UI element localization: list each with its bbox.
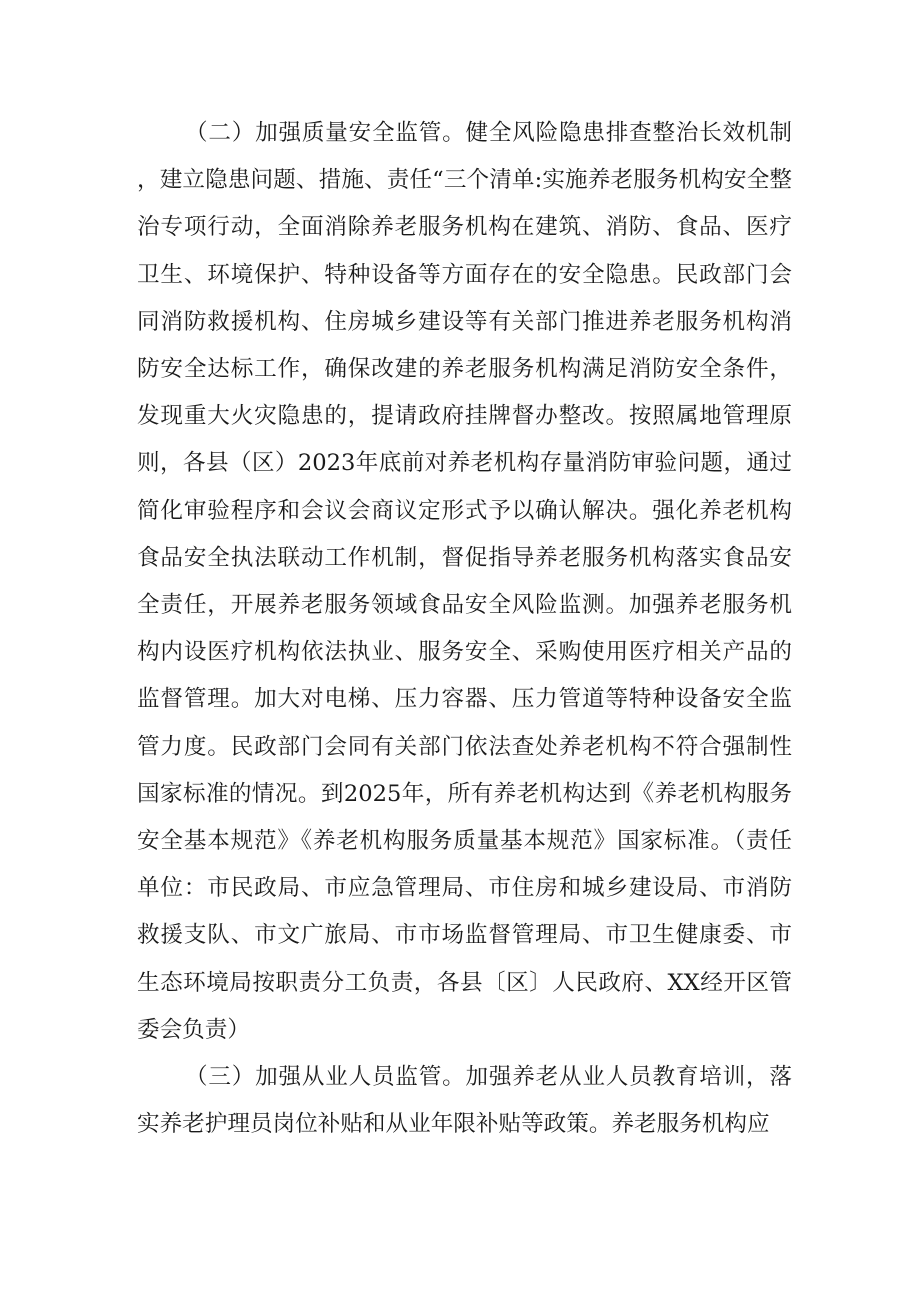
paragraph-staff-supervision: （三）加强从业人员监管。加强养老从业人员教育培训，落实养老护理员岗位补贴和从业年限补贴等政策。养老服务机构应	[137, 1064, 792, 1138]
paragraph-quality-safety: （二）加强质量安全监管。健全风险隐患排查整治长效机制，建立隐患问题、措施、责任“三个清单:实施养老服务机构安全整治专项行动，全面消除养老服务机构在建筑、消防、食品、医疗卫生、环境保护、特种设备等方面存在的安全隐患。民政部门会同消防救援机构、住房城乡建设等有关部门推进养老服务机构消防安全达标工作，确保改建的养老服务机构满足消防安全条件，发现重大火灾隐患的，提请政府挂牌督办整改。按照属地管理原则，各县（区）2023年底前对养老机构存量消防审验问题，通过简化审验程序和会议会商议定形式予以确认解决。强化养老机构食品安全执法联动工作机制，督促指导养老服务机构落实食品安全责任，开展养老服务领域食品安全风险监测。加强养老服务机构内设医疗机构依法执业、服务安全、采购使用医疗相关产品的监督管理。加大对电梯、压力容器、压力管道等特种设备安全监管力度。民政部门会同有关部门依法查处养老机构不符合强制性国家标准的情况。到2025年，所有养老机构达到《养老机构服务安全基本规范》《养老机构服务质量基本规范》国家标准。（责任单位：市民政局、市应急管理局、市住房和城乡建设局、市消防救援支队、市文广旅局、市市场监督管理局、市卫生健康委、市生态环境局按职责分工负责，各县〔区〕人民政府、XX经开区管委会负责）	[137, 120, 792, 1043]
document-body	[137, 110, 792, 1148]
